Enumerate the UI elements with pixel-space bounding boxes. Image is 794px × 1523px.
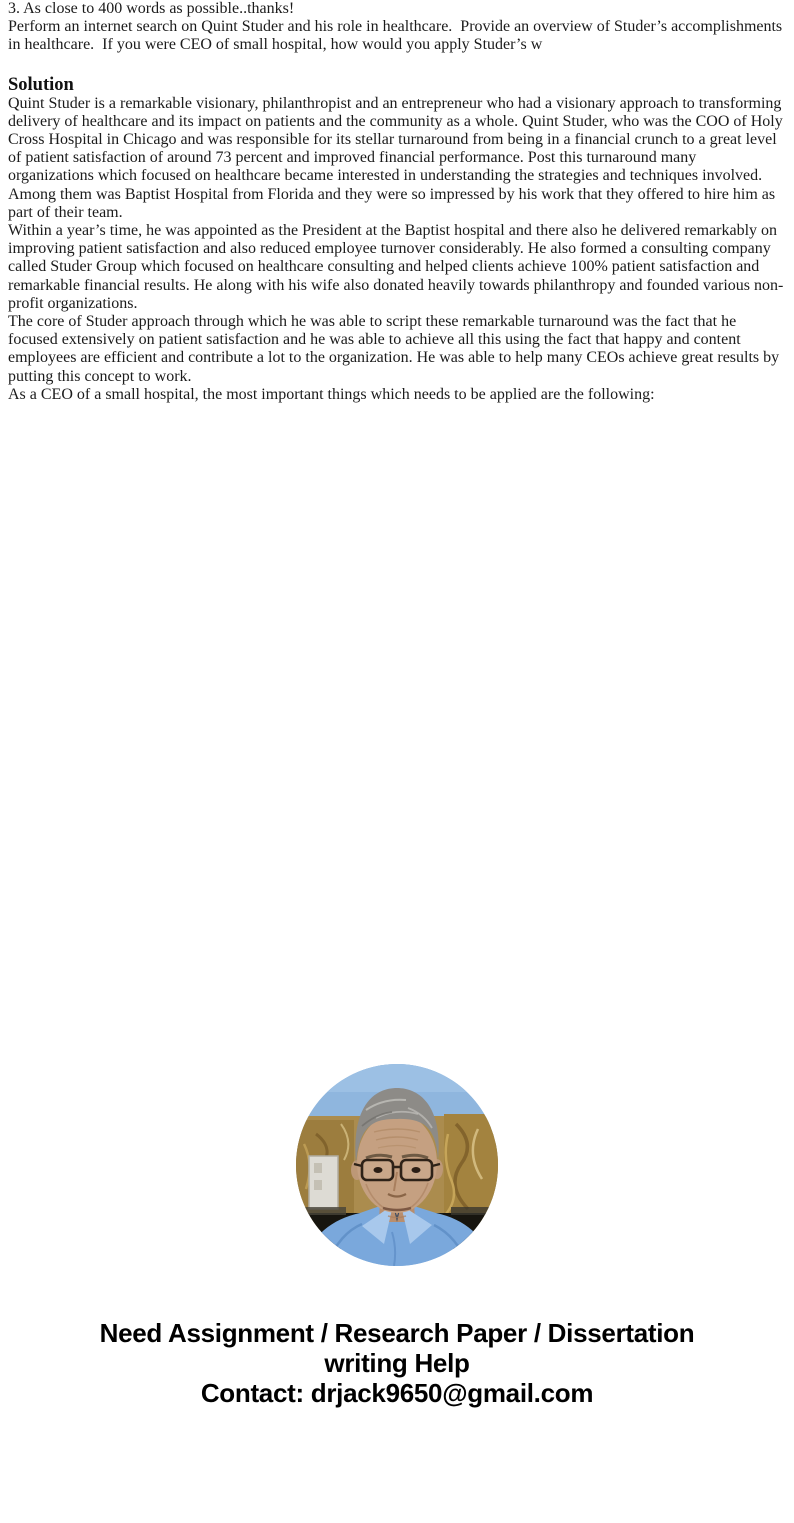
- solution-heading: Solution: [8, 74, 74, 95]
- solution-paragraph-2: Within a year’s time, he was appointed as the President at the Baptist hospital and there also he delivered remarkably on improving patient satisfaction and also reduced employee turnover considerably. He also formed a consulting company called Studer Group which focused on healthcare consulting and helped clients achieve 100% patient satisfaction and remarkable financial results. He along with his wife also donated heavily towards philanthropy and founded various non-profit organizations.: [8, 222, 784, 312]
- footer-heading-line-2: writing Help: [324, 1348, 470, 1379]
- solution-paragraph-4: As a CEO of a small hospital, the most important things which needs to be applied are the following:: [8, 385, 655, 403]
- footer-contact-email: Contact: drjack9650@gmail.com: [200, 1378, 594, 1409]
- question-note: 3. As close to 400 words as possible..thanks!: [8, 0, 295, 17]
- solution-paragraph-1: Quint Studer is a remarkable visionary, philanthropist and an entrepreneur who had a visionary approach to transforming delivery of healthcare and its impact on patients and the community as a whole. Quint Studer, who was the COO of Holy Cross Hospital in Chicago and was responsible for its stellar turnaround from being in a financial crunch to a great level of patient satisfaction of around 73 percent and improved financial performance. Post this turnaround many organizations which focused on healthcare became interested in understanding the strategies and techniques involved. Among them was Baptist Hospital from Florida and they were so impressed by his work that they offered to hire him as part of their team.: [8, 94, 787, 221]
- tutor-avatar: [296, 1064, 498, 1266]
- footer-heading-line-1: Need Assignment / Research Paper / Dissertation: [99, 1318, 695, 1349]
- tutor-avatar-illustration: [296, 1064, 498, 1266]
- solution-paragraph-3: The core of Studer approach through which he was able to script these remarkable turnaround was the fact that he focused extensively on patient satisfaction and he was able to achieve all this using the fact that happy and content employees are efficient and contribute a lot to the organization. He was able to help many CEOs achieve great results by putting this concept to work.: [8, 313, 784, 385]
- document-body: [0, 0, 794, 404]
- question-text: Perform an internet search on Quint Studer and his role in healthcare. Provide an overview of Studer’s accomplishments in healthcare. If you were CEO of small hospital, how would you apply Studer’s w: [8, 18, 787, 54]
- footer-banner: [0, 1318, 794, 1408]
